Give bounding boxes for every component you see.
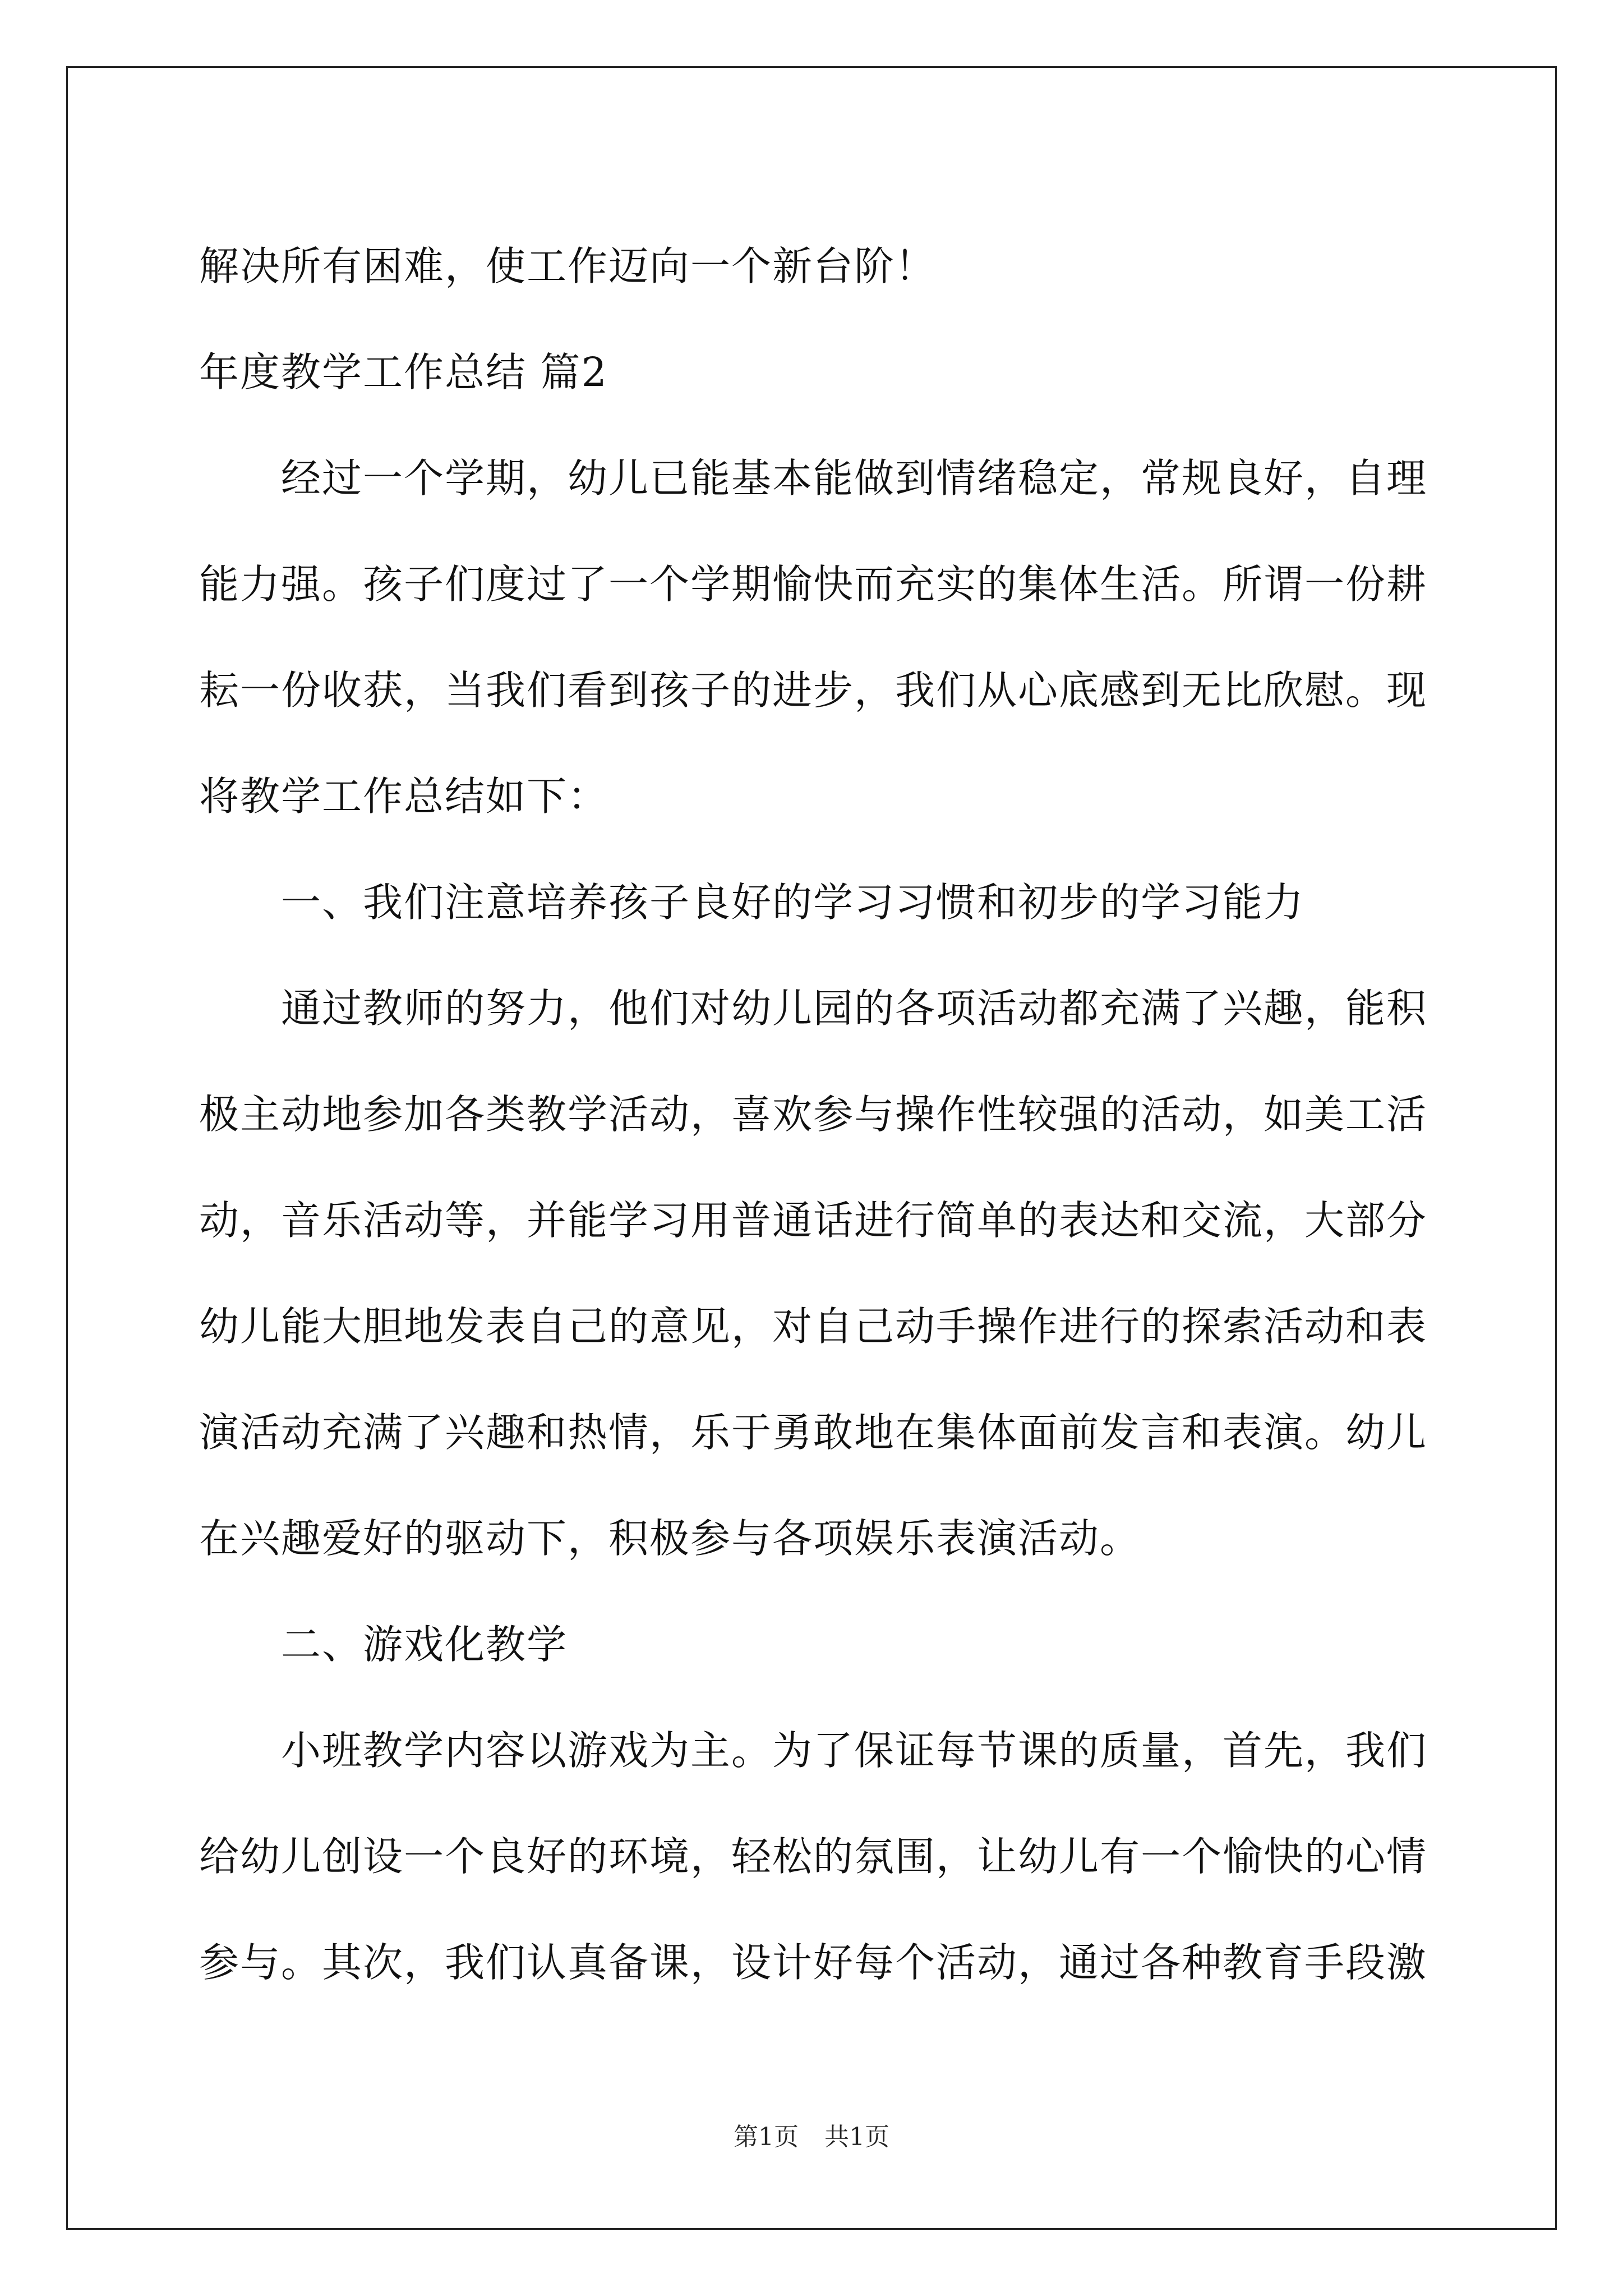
section-title: 年度教学工作总结 篇2 [199, 349, 608, 395]
document-body [199, 213, 1427, 2016]
paragraph-line: 给幼儿创设一个良好的环境，轻松的氛围，让幼儿有一个愉快的心情 [199, 1833, 1428, 1880]
text-line: 解决所有困难，使工作迈向一个新台阶！ [199, 243, 937, 289]
page-number: 第1页 [734, 2123, 799, 2151]
paragraph-line: 动，音乐活动等，并能学习用普通话进行简单的表达和交流，大部分 [199, 1197, 1428, 1244]
paragraph-line: 在兴趣爱好的驱动下，积极参与各项娱乐表演活动。 [199, 1515, 1141, 1562]
paragraph-line: 通过教师的努力，他们对幼儿园的各项活动都充满了兴趣，能积 [281, 985, 1428, 1032]
page-footer [0, 2120, 1623, 2154]
paragraph-line: 经过一个学期，幼儿已能基本能做到情绪稳定，常规良好，自理 [281, 455, 1428, 501]
paragraph-line: 幼儿能大胆地发表自己的意见，对自己动手操作进行的探索活动和表 [199, 1303, 1428, 1350]
paragraph-line: 参与。其次，我们认真备课，设计好每个活动，通过各种教育手段激 [199, 1939, 1428, 1986]
paragraph-line: 能力强。孩子们度过了一个学期愉快而充实的集体生活。所谓一份耕 [199, 561, 1428, 608]
paragraph-line: 演活动充满了兴趣和热情，乐于勇敢地在集体面前发言和表演。幼儿 [199, 1409, 1428, 1456]
paragraph-line: 小班教学内容以游戏为主。为了保证每节课的质量，首先，我们 [281, 1727, 1428, 1774]
paragraph-line: 将教学工作总结如下： [199, 773, 609, 820]
paragraph-line: 耘一份收获，当我们看到孩子的进步，我们从心底感到无比欣慰。现 [199, 667, 1428, 714]
page-total: 共1页 [824, 2123, 889, 2151]
paragraph-line: 极主动地参加各类教学活动，喜欢参与操作性较强的活动，如美工活 [199, 1091, 1428, 1138]
subheading-line: 一、我们注意培养孩子良好的学习习惯和初步的学习能力 [281, 879, 1305, 926]
subheading-line: 二、游戏化教学 [281, 1621, 568, 1668]
